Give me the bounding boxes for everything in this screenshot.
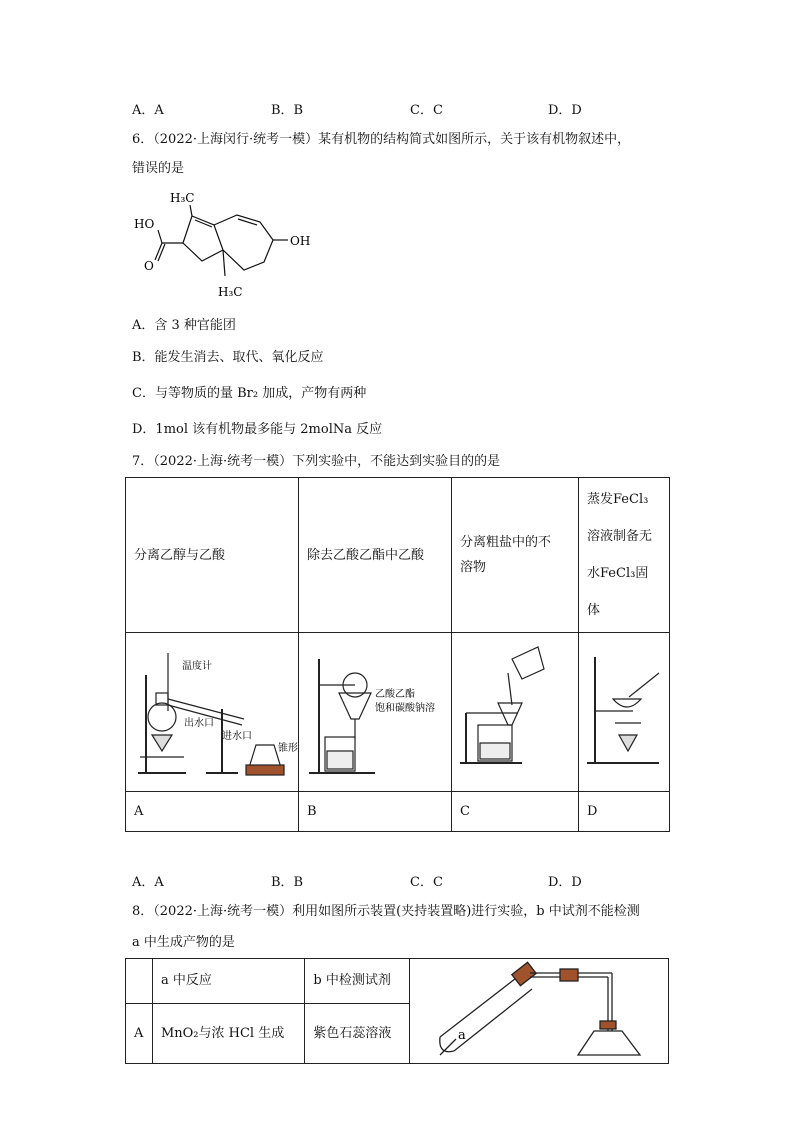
q5-option-a: A．A <box>132 103 164 118</box>
q8-row-a-reagent: 紫色石蕊溶液 <box>313 1025 392 1041</box>
q8-apparatus-cell <box>409 959 668 1064</box>
q7-label-water-out: 出水口 <box>184 718 214 729</box>
q7-evaporation-apparatus <box>579 633 669 787</box>
q7-letter-d: D <box>587 804 598 819</box>
q7-option-a: A．A <box>132 875 164 890</box>
q7-label-sat-na2co3: 饱和碳酸钠溶 <box>375 703 435 714</box>
q8-stem-line1: 8．（2022·上海·统考一模）利用如图所示装置(夹持装置略)进行实验，b 中试剂不能检测 <box>132 904 640 919</box>
q8-row-a-label: A <box>134 1025 144 1041</box>
q6-label-ho: HO <box>134 217 155 231</box>
q7-separatory-funnel-apparatus <box>299 633 451 787</box>
q7-option-b: B．B <box>271 875 304 890</box>
q5-option-c: C．C <box>410 103 443 118</box>
q8-apparatus <box>410 959 668 1059</box>
q6-label-h3c-top: H₃C <box>170 191 195 205</box>
q7-filtration-apparatus <box>452 633 578 787</box>
q7-apparatus-d-cell <box>579 633 670 792</box>
q7-desc-c-line1: 分离粗盐中的不 <box>460 535 552 550</box>
q6-label-h3c-bottom: H₃C <box>218 285 243 299</box>
q6-option-c: C．与等物质的量 Br₂ 加成，产物有两种 <box>132 386 367 401</box>
q7-apparatus-b-cell <box>299 633 452 792</box>
q7-desc-d-line4: 体 <box>587 603 601 618</box>
q7-desc-c-cell <box>452 478 579 633</box>
q6-label-oh: OH <box>290 234 311 248</box>
q7-desc-a-cell <box>126 478 299 633</box>
q5-option-b: B．B <box>271 103 304 118</box>
q8-row-a-reaction: MnO₂与浓 HCl 生成 <box>160 1025 285 1041</box>
q7-label-flask: 锥形 <box>278 743 298 754</box>
q7-desc-d-cell <box>579 478 670 633</box>
q6-stem-line1: 6．（2022·上海闵行·统考一模）某有机物的结构简式如图所示，关于该有机物叙述中， <box>132 132 631 147</box>
q8-table <box>125 958 669 1064</box>
q7-stem: 7．（2022·上海·统考一模）下列实验中，不能达到实验目的的是 <box>132 454 501 469</box>
q6-option-a: A．含 3 种官能团 <box>132 318 236 333</box>
q7-label-ethyl-acetate: 乙酸乙酯 <box>375 689 415 700</box>
q8-header-reagent: b 中检测试剂 <box>313 973 391 989</box>
q7-desc-d-line3: 水FeCl₃固 <box>587 566 649 581</box>
q7-apparatus-c-cell <box>452 633 579 792</box>
q6-stem-line2: 错误的是 <box>132 161 185 176</box>
q7-label-water-in: 进水口 <box>222 731 252 742</box>
q7-label-thermometer: 温度计 <box>182 661 212 672</box>
q6-label-o: O <box>144 259 154 273</box>
q7-desc-b: 除去乙酸乙酯中乙酸 <box>307 547 425 563</box>
q8-label-a: a <box>457 1028 466 1043</box>
q8-stem-line2: a 中生成产物的是 <box>132 935 235 950</box>
q8-header-reaction: a 中反应 <box>160 973 212 989</box>
q6-option-d: D．1mol 该有机物最多能与 2molNa 反应 <box>132 422 383 437</box>
q7-letter-a: A <box>134 804 144 819</box>
q7-desc-c-line2: 溶物 <box>460 560 487 575</box>
q7-option-d: D．D <box>548 875 582 890</box>
q7-letter-c: C <box>460 804 470 819</box>
q7-apparatus-a-cell <box>126 633 299 792</box>
q7-letter-b: B <box>307 804 317 819</box>
q7-desc-d-line2: 溶液制备无 <box>587 529 653 544</box>
q7-table <box>125 477 670 832</box>
q6-structure-diagram <box>130 188 330 303</box>
q7-desc-a: 分离乙醇与乙酸 <box>134 547 226 563</box>
q7-desc-d-line1: 蒸发FeCl₃ <box>587 492 649 507</box>
q6-option-b: B．能发生消去、取代、氧化反应 <box>132 350 324 365</box>
q7-distillation-apparatus <box>126 633 298 787</box>
q5-option-d: D．D <box>548 103 582 118</box>
q7-desc-b-cell <box>299 478 452 633</box>
q7-option-c: C．C <box>410 875 443 890</box>
